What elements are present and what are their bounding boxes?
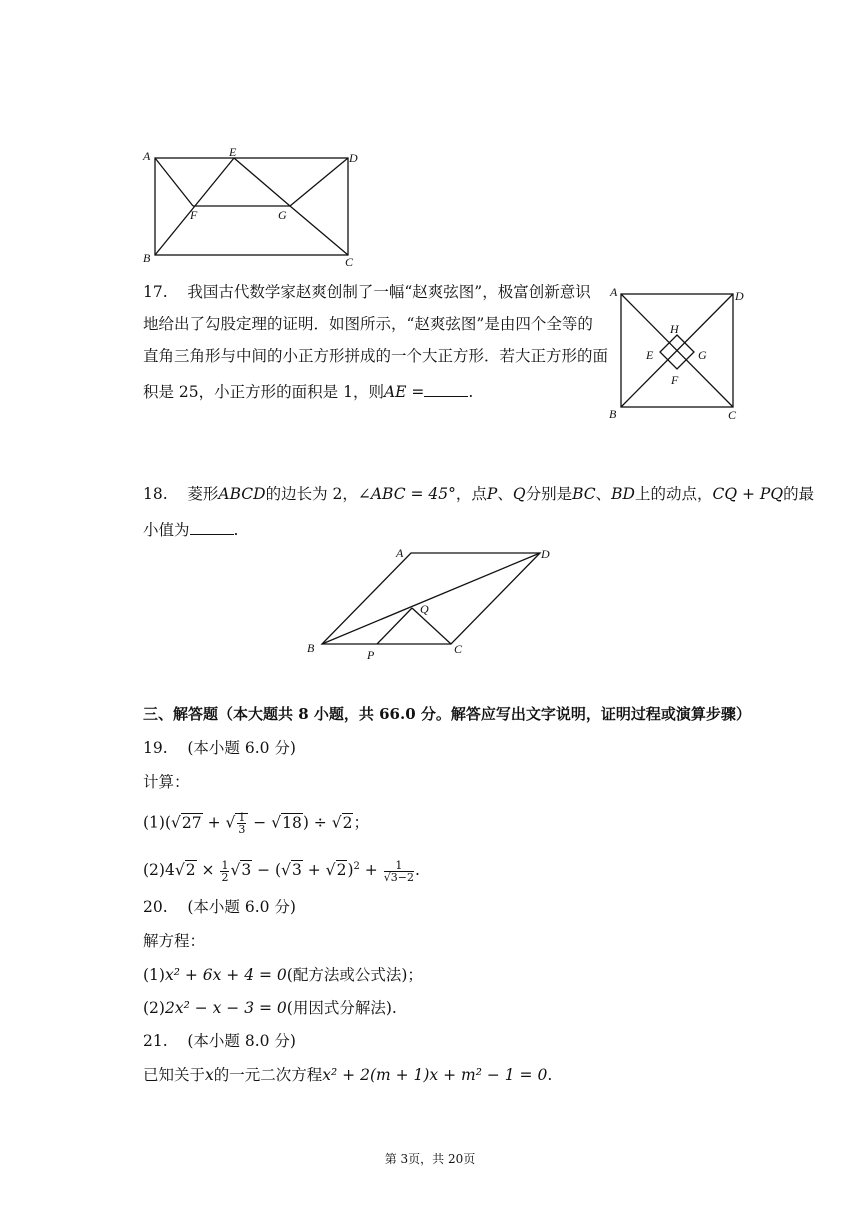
q19-expr2: (2)4√2 × $\frac{1}{2}$ $√3 - (√3 + √2)^2$ + $\frac{1}{√3-2}$ .: [143, 858, 420, 884]
q20-prompt: 解方程：: [143, 932, 206, 950]
q19-prompt: 计算：: [143, 773, 190, 791]
label-b: B: [609, 407, 617, 421]
question-number: 19.: [143, 739, 168, 757]
figure-q18: [302, 540, 567, 665]
score: (本小题 8.0 分): [187, 1032, 296, 1050]
q17-line2: 地给出了勾股定理的证明．如图所示，“赵爽弦图”是由四个全等的: [143, 315, 593, 333]
label-c: C: [454, 642, 463, 656]
question-number: 17.: [143, 283, 168, 301]
label-g: G: [698, 348, 707, 362]
q19-header: [143, 738, 296, 758]
q21-header: [143, 1031, 296, 1051]
label-g: G: [278, 208, 287, 222]
label-a: A: [610, 285, 618, 299]
answer-blank: [424, 382, 468, 397]
q20-eq2: (2)2x² − x − 3 = 0(用因式分解法).: [143, 999, 397, 1017]
q18-line2: 小值为 .: [143, 521, 239, 539]
diagonal-bd: [322, 553, 540, 644]
figure-q16: [138, 145, 368, 270]
inner-square: [660, 335, 694, 369]
q17-line4: 积是 25，小正方形的面积是 1，则AE = .: [143, 383, 474, 401]
label-b: B: [143, 251, 151, 265]
label-q: Q: [420, 602, 429, 616]
score: (本小题 6.0 分): [187, 898, 296, 916]
label-a: A: [143, 149, 151, 163]
section-heading: 三、解答题（本大题共 8 小题，共 66.0 分。解答应写出文字说明，证明过程或演算步骤）: [143, 705, 751, 723]
question-number: 21.: [143, 1032, 168, 1050]
label-f: F: [671, 373, 679, 387]
question-number: 20.: [143, 898, 168, 916]
label-c: C: [345, 255, 354, 269]
q20-header: [143, 897, 296, 917]
q18-line1: 18. 菱形ABCD的边长为 2，∠ABC = 45°，点P、Q分别是BC、BD上的动点，CQ + PQ的最: [143, 485, 815, 503]
q21-stem: 已知关于x的一元二次方程x² + 2(m + 1)x + m² − 1 = 0.: [143, 1066, 553, 1084]
page-footer: 第 3页，共 20页: [384, 1152, 476, 1166]
label-f: F: [190, 208, 198, 222]
q17-line3: 直角三角形与中间的小正方形拼成的一个大正方形．若大正方形的面: [143, 347, 609, 365]
figure-q17: [602, 282, 752, 424]
label-d: D: [735, 289, 744, 303]
q19-expr1: (1)(√27 + √ $\frac{1}{3}$ − √18) ÷ √2；: [143, 811, 369, 836]
label-c: C: [728, 408, 737, 422]
q17-line1: 17. 我国古代数学家赵爽创制了一幅“赵爽弦图”，极富创新意识: [143, 283, 591, 301]
label-h: H: [670, 322, 679, 336]
q20-eq1: (1)x² + 6x + 4 = 0(配方法或公式法)；: [143, 966, 423, 984]
score: (本小题 6.0 分): [187, 739, 296, 757]
label-e: E: [646, 348, 654, 362]
label-b: B: [307, 641, 315, 655]
question-number: 18.: [143, 485, 168, 503]
label-e: E: [229, 145, 237, 159]
label-d: D: [349, 151, 358, 165]
label-a: A: [396, 546, 404, 560]
answer-blank: [190, 520, 234, 535]
label-d: D: [541, 547, 550, 561]
label-p: P: [367, 648, 375, 662]
